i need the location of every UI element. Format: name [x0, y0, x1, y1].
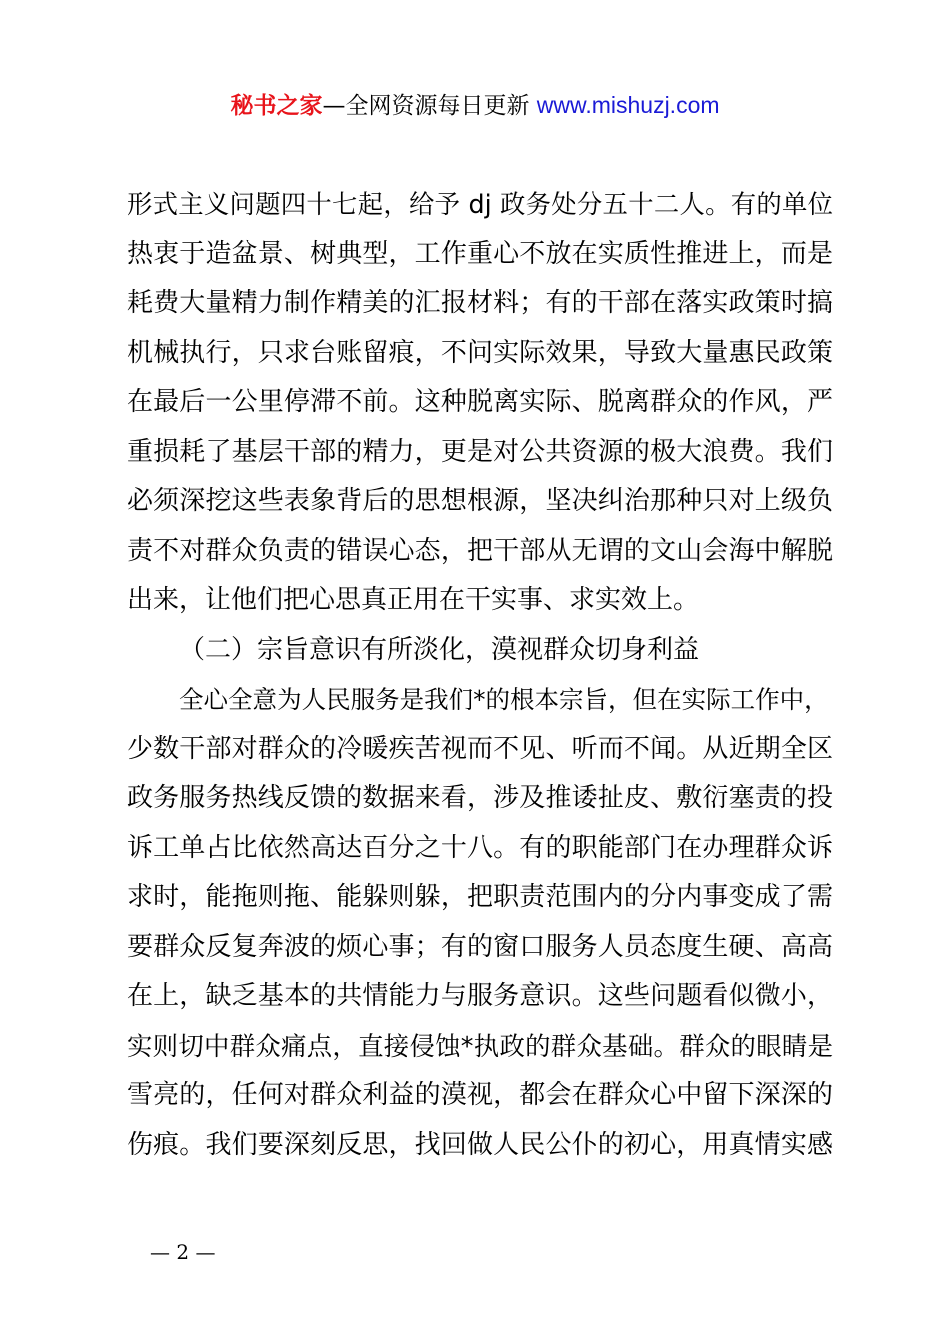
- header-tagline: 全网资源每日更新: [345, 93, 530, 119]
- body-line: 实则切中群众痛点，直接侵蚀*执政的群众基础。群众的眼睛是: [127, 1030, 833, 1061]
- body-line: 诉工单占比依然高达百分之十八。有的职能部门在办理群众诉: [127, 832, 833, 863]
- page-number: — 2 —: [150, 1240, 216, 1264]
- body-line: 必须深挖这些表象背后的思想根源，坚决纠治那种只对上级负: [127, 486, 833, 516]
- site-header-banner: [0, 88, 950, 123]
- body-line: 伤痕。我们要深刻反思，找回做人民公仆的初心，用真情实感: [127, 1129, 833, 1160]
- body-line: 在最后一公里停滞不前。这种脱离实际、脱离群众的作风，严: [127, 387, 833, 417]
- body-line: 热衷于造盆景、树典型，工作重心不放在实质性推进上，而是: [127, 238, 833, 269]
- header-separator: —: [322, 93, 346, 119]
- body-line: 要群众反复奔波的烦心事；有的窗口服务人员态度生硬、高高: [127, 931, 833, 962]
- body-line: 耗费大量精力制作精美的汇报材料；有的干部在落实政策时搞: [127, 288, 833, 318]
- body-line: 少数干部对群众的冷暖疾苦视而不见、听而不闻。从近期全区: [127, 733, 833, 764]
- body-line: 出来，让他们把心思真正用在干实事、求实效上。: [127, 585, 700, 615]
- body-line: 政务服务热线反馈的数据来看，涉及推诿扯皮、敷衍塞责的投: [127, 783, 833, 813]
- body-line: 雪亮的，任何对群众利益的漠视，都会在群众心中留下深深的: [127, 1080, 833, 1110]
- body-line: 求时，能拖则拖、能躲则躲，把职责范围内的分内事变成了需: [127, 882, 833, 912]
- body-line: 重损耗了基层干部的精力，更是对公共资源的极大浪费。我们: [127, 436, 833, 467]
- site-url-link[interactable]: www.mishuzj.com: [536, 92, 720, 118]
- body-line: 全心全意为人民服务是我们*的根本宗旨，但在实际工作中，: [179, 685, 829, 714]
- body-line: 在上，缺乏基本的共情能力与服务意识。这些问题看似微小，: [127, 981, 833, 1011]
- site-brand: 秘书之家: [230, 93, 323, 119]
- body-line: 形式主义问题四十七起，给予 dj 政务处分五十二人。有的单位: [127, 189, 833, 219]
- section-heading: （二）宗旨意识有所淡化，漠视群众切身利益: [179, 634, 700, 665]
- body-line: 责不对群众负责的错误心态，把干部从无谓的文山会海中解脱: [127, 535, 833, 566]
- body-line: 机械执行，只求台账留痕，不问实际效果，导致大量惠民政策: [127, 337, 833, 368]
- document-body: [127, 180, 833, 1170]
